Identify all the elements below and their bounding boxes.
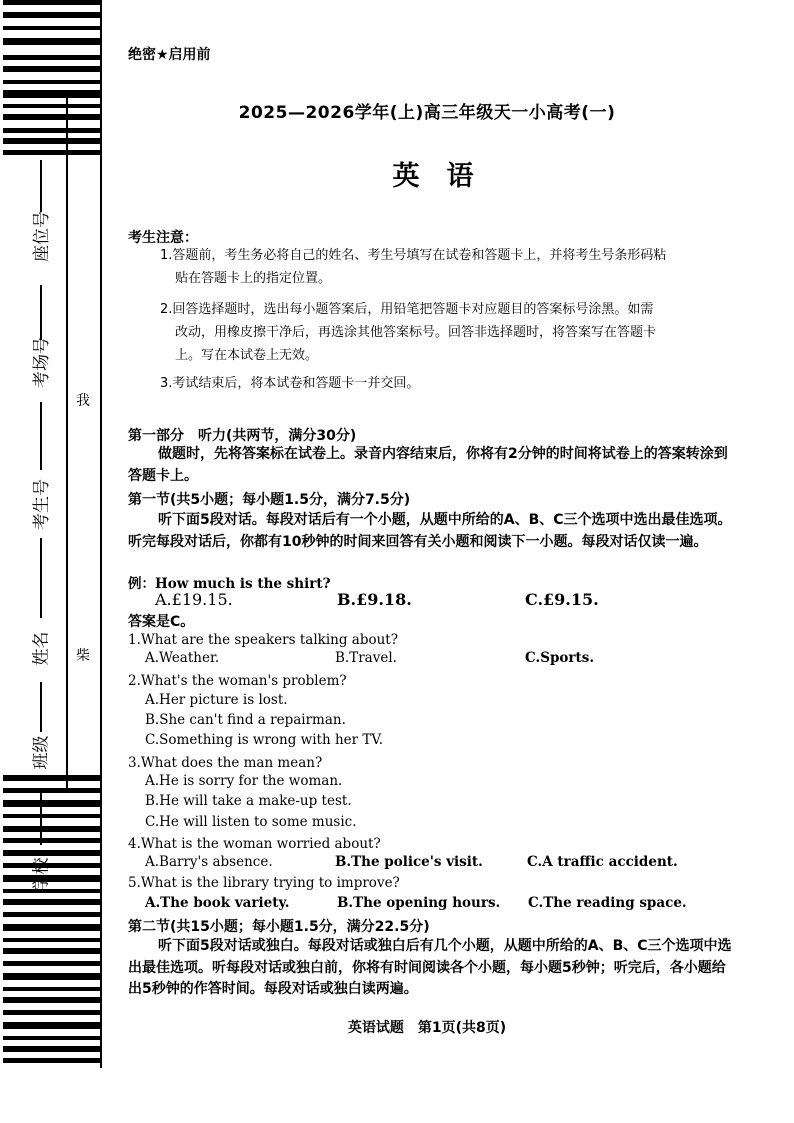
exam-title: 2025—2026学年(上)高三年级天一小高考(一) [238, 103, 616, 123]
binding-bar [3, 128, 101, 133]
notice-item: 2.回答选择题时，选出每小题答案后，用铅笔把答题卡对应题目的答案标号涂黑。如需 [160, 302, 654, 317]
binding-bar [3, 838, 101, 843]
part1-title: 第一部分 听力(共两节，满分30分) [128, 428, 357, 444]
binding-bar [3, 814, 101, 818]
notice-item: 上。写在本试卷上无效。 [175, 348, 319, 363]
binding-bar [3, 938, 101, 942]
option-b: B.The opening hours. [337, 895, 501, 911]
option-c: C.Something is wrong with her TV. [145, 732, 384, 748]
seal-char: 我 [76, 393, 90, 409]
option-b: B.He will take a make-up test. [145, 793, 352, 809]
binding-bar [3, 948, 101, 954]
notice-item: 1.答题前，考生务必将自己的姓名、考生号填写在试卷和答题卡上，并将考生号条形码粘 [160, 248, 667, 263]
question-stem: 1.What are the speakers talking about? [128, 632, 398, 648]
option-a: A.Weather. [145, 650, 220, 666]
binding-bar [3, 973, 101, 980]
option-a: A.Barry's absence. [145, 854, 273, 870]
binding-bar [3, 1046, 101, 1052]
option-a: A.The book variety. [145, 895, 290, 911]
subject-title: 英 语 [392, 161, 474, 192]
example-option-b: B.£9.18. [337, 590, 412, 609]
binding-bar [3, 775, 101, 781]
binding-bar [3, 38, 101, 45]
option-a: A.He is sorry for the woman. [145, 773, 343, 789]
example-option-a: A.£19.15. [155, 590, 233, 609]
example-line [128, 572, 331, 592]
confidential-mark: 绝密★启用前 [128, 47, 211, 63]
option-b: B.Travel. [335, 650, 397, 666]
question-stem: 5.What is the library trying to improve? [128, 875, 400, 891]
field-label-candidate-id: 考生号 [32, 479, 52, 530]
field-underline [40, 790, 42, 845]
option-c: C.Sports. [525, 650, 595, 666]
binding-bar [3, 924, 101, 931]
binding-bar [3, 987, 101, 991]
binding-bar [3, 800, 101, 807]
binding-bar [3, 80, 101, 84]
page-footer: 英语试题 第1页(共8页) [347, 1020, 507, 1036]
notice-title: 考生注意： [128, 230, 198, 246]
example-answer: 答案是C。 [128, 614, 195, 630]
field-label-name: 姓名 [31, 631, 52, 666]
option-b: B.The police's visit. [335, 854, 483, 870]
binding-bar [3, 863, 101, 868]
binding-bar [3, 889, 101, 893]
option-c: C.He will listen to some music. [145, 814, 357, 830]
binding-bar [3, 138, 101, 144]
notice-item: 贴在答题卡上的指定位置。 [175, 271, 332, 286]
field-underline [40, 538, 42, 618]
binding-bar [3, 90, 101, 98]
question-stem: 4.What is the woman worried about? [128, 836, 381, 852]
option-a: A.Her picture is lost. [145, 692, 288, 708]
seal-char: 柴 [76, 648, 90, 664]
field-label-school: 学校 [31, 857, 52, 892]
binding-bar [3, 997, 101, 1003]
section2-instruction: 听下面5段对话或独白。每段对话或独白后有几个小题，从题中所给的A、B、C三个选项中选出最佳选项。听每段对话或独白前，你将有时间阅读各个小题，每小题5秒钟；听完后，各小题给出5秒钟的作答时间。每段对话或独白读两遍。 [128, 938, 732, 997]
section1-instruction: 听下面5段对话。每段对话后有一个小题，从题中所给的A、B、C三个选项中选出最佳选项。听完每段对话后，你都有10秒钟的时间来回答有关小题和阅读下一小题。每段对话仅读一遍。 [128, 512, 732, 550]
notice-item: 改动，用橡皮擦干净后，再选涂其他答案标号。回答非选择题时，将答案写在答题卡 [175, 325, 657, 340]
binding-bar [3, 1010, 101, 1015]
option-b: B.She can't find a repairman. [145, 712, 346, 728]
binding-bar [3, 1058, 101, 1063]
section2-title: 第二节(共15小题；每小题1.5分，满分22.5分) [128, 919, 430, 935]
example-option-c: C.£9.15. [525, 590, 599, 609]
field-underline [40, 682, 42, 732]
binding-bar [3, 826, 101, 832]
binding-bar [3, 899, 101, 905]
binding-bar [3, 55, 101, 60]
question-stem: 2.What's the woman's problem? [128, 673, 347, 689]
field-label-room: 考场号 [32, 337, 52, 388]
field-label-seat: 座位号 [32, 211, 52, 262]
section1-title: 第一节(共5小题；每小题1.5分，满分7.5分) [128, 492, 411, 508]
option-c: C.A traffic accident. [527, 854, 678, 870]
field-underline [40, 402, 42, 470]
binding-bar [3, 66, 101, 72]
binding-bar [3, 961, 101, 966]
option-c: C.The reading space. [528, 895, 687, 911]
field-label-class: 班级 [31, 735, 52, 770]
field-underline [40, 285, 42, 340]
binding-bar [3, 912, 101, 917]
part1-instruction: 做题时，先将答案标在试卷上。录音内容结束后，你将有2分钟的时间将试卷上的答案转涂到答题卡上。 [128, 446, 728, 484]
binding-bar [3, 0, 101, 5]
binding-bar [3, 12, 101, 18]
question-stem: 3.What does the man mean? [128, 755, 323, 771]
binding-bar [3, 850, 101, 856]
binding-bar [3, 875, 101, 882]
notice-item: 3.考试结束后，将本试卷和答题卡一并交回。 [160, 376, 420, 391]
binding-bar [3, 788, 101, 793]
binding-bar [3, 26, 101, 30]
example-question: How much is the shirt? [155, 576, 331, 592]
binding-line [66, 90, 68, 790]
example-label: 例： [128, 576, 155, 592]
